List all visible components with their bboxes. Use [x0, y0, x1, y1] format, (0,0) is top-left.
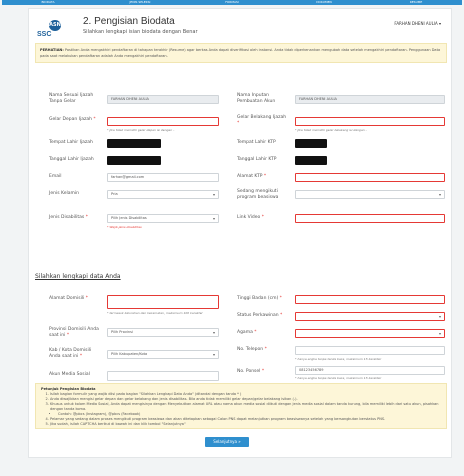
tanggal-lahir-ijazah-field[interactable] — [107, 156, 161, 165]
status-perkawinan-label: Status Perkawinan * — [237, 313, 283, 318]
akun-media-field[interactable] — [107, 371, 219, 381]
tanggal-lahir-ktp-label: Tanggal Lahir KTP — [237, 157, 277, 162]
nama-ijazah-field[interactable]: FARHAN DHENI AULIA — [107, 95, 219, 104]
ponsel-hint: * hanya angka tanpa tanda baca, maksimum 15 karakter — [295, 376, 382, 380]
disabilitas-hint: * Wajib jenis disabilitas — [107, 225, 142, 229]
agama-label: Agama * — [237, 330, 257, 335]
nama-akun-field[interactable]: FARHAN DHENI AULIA — [295, 95, 445, 104]
tab-resume[interactable]: RESUME — [409, 0, 423, 4]
telepon-field[interactable] — [295, 346, 445, 355]
gelar-depan-hint: * Jika tidak memiliki gelar depan isi dengan - — [107, 128, 175, 132]
gelar-belakang-label: Gelar Belakang Ijazah * — [237, 115, 287, 126]
tinggi-badan-label: Tinggi Badan (cm) * — [237, 296, 282, 301]
gelar-belakang-hint: * Jika tidak memiliki gelar belakang isi dengan - — [295, 128, 367, 132]
tab-jenis-seleksi[interactable]: JENIS SELEKSI — [129, 0, 151, 4]
agama-select[interactable] — [295, 329, 445, 338]
gelar-depan-label: Gelar Depan Ijazah * — [49, 117, 96, 122]
kab-kota-select[interactable]: Pilih Kabupaten/Kota ▾ — [107, 350, 219, 359]
alamat-domisili-label: Alamat Domisili * — [49, 296, 89, 301]
next-button[interactable]: Selanjutnya » — [205, 437, 249, 447]
page-title: 2. Pengisian Biodata — [83, 16, 175, 27]
sscasn-logo: SSC ASN — [37, 22, 61, 38]
instruction-item: 1. Isilah bagian formulir yang wajib diisi pada bagian "Silahkan Lengkapi Data Anda" (ditandai dengan tanda * ) — [50, 392, 441, 397]
tempat-lahir-ktp-label: Tempat Lahir KTP — [237, 140, 276, 145]
warning-label: PERHATIAN: — [40, 48, 64, 52]
progress-tabs — [2, 0, 462, 5]
telepon-hint: * hanya angka tanpa tanda baca, maksimum 15 karakter — [295, 357, 382, 361]
tempat-lahir-ktp-field[interactable] — [295, 139, 327, 148]
jenis-kelamin-select[interactable]: Pria ▾ — [107, 190, 219, 199]
ponsel-field[interactable]: 08123456789 — [295, 366, 445, 375]
warning-box — [35, 43, 447, 63]
status-perkawinan-select[interactable] — [295, 312, 445, 321]
tinggi-badan-field[interactable] — [295, 295, 445, 304]
provinsi-select[interactable]: Pilih Provinsi ▾ — [107, 328, 219, 337]
link-video-label: Link Video * — [237, 215, 264, 220]
instruction-item: 2. Anda diwajibkan mengisi gelar depan dan gelar belakang dan jenis disabilitas. Bila anda tidak memiliki gelar depan/gelar belakang isikan (-). — [50, 397, 441, 402]
nama-akun-label: Nama Inputan Pembuatan Akun — [237, 93, 276, 104]
instruction-item: 4. Pelamar yang sedang dalam proses mengikuti program beasiswa dan akan ditetapkan sebagai Calon PNS dapat melanjutkan program beasiswanya setelah yang bersangkutan berstatus PNS. — [50, 417, 441, 422]
jenis-disabilitas-label: Jenis Disabilitas * — [49, 215, 88, 220]
tempat-lahir-ijazah-label: Tempat Lahir Ijazah — [49, 140, 93, 145]
form-card — [28, 8, 452, 458]
instructions-box — [35, 383, 447, 429]
sedang-mengikuti-label: Sedang mengikuti program beasiswa — [237, 189, 279, 200]
instructions-title: Petunjuk Pengisian Biodata — [41, 387, 96, 391]
tanggal-lahir-ijazah-label: Tanggal Lahir Ijazah — [49, 157, 94, 162]
instructions-list — [41, 392, 441, 427]
telepon-label: No. Telepon * — [237, 347, 267, 352]
tab-formasi[interactable]: FORMASI — [225, 0, 239, 4]
jenis-disabilitas-select[interactable]: Pilih Jenis Disabilitas ▾ — [107, 214, 219, 223]
alamat-ktp-label: Alamat KTP * — [237, 174, 267, 179]
tab-dokumen[interactable]: DOKUMEN — [316, 0, 332, 4]
provinsi-label: Provinsi Domisili Anda saat ini * — [49, 327, 99, 338]
akun-media-label: Akun Media Sosial — [49, 372, 90, 377]
alamat-domisili-hint: * termasuk kelurahan dan kecamatan, maksimum 100 karakter — [107, 311, 203, 315]
page-header — [29, 9, 451, 39]
email-field[interactable]: farhan@gmail.com — [107, 173, 219, 182]
ponsel-label: No. Ponsel * — [237, 369, 265, 374]
page-subtitle: Silahkan lengkapi isian biodata dengan Benar — [83, 29, 198, 35]
alamat-ktp-field[interactable] — [295, 173, 445, 182]
instruction-subitem: • Contoh: @pbcs (Instagram), @pbcs (Facebook) — [58, 412, 441, 417]
kab-kota-label: Kab / Kota Domisili Anda saat ini * — [49, 348, 92, 359]
user-menu[interactable]: FARHAN DHENI AULIA ▾ — [394, 21, 441, 26]
email-label: Email — [49, 174, 62, 179]
instruction-item: 3. Khusus untuk kolom Media Sosial, Anda dapat mengisinya dengan Menyebutkan alamat URL atau nama akun media sosial diikuti dengan jenis media sosial dalam tanda kurung, bila memiliki lebih dari satu akun, pisahkan dengan tanda koma. • Contoh: @pbcs (Instagram), @pbcs (Facebook) — [50, 402, 441, 417]
alamat-domisili-field[interactable] — [107, 295, 219, 309]
gelar-depan-field[interactable] — [107, 117, 219, 126]
jenis-kelamin-label: Jenis Kelamin — [49, 191, 79, 196]
gelar-belakang-field[interactable] — [295, 117, 445, 126]
section-title: Silahkan lengkapi data Anda — [35, 273, 121, 280]
tanggal-lahir-ktp-field[interactable] — [295, 156, 327, 165]
instruction-item: 5. Jika sudah, isilah CAPTCHA berikut di bawah ini dan klik tombol "Selanjutnya" — [50, 422, 441, 427]
user-name: FARHAN DHENI AULIA — [394, 21, 438, 26]
link-video-field[interactable] — [295, 214, 445, 223]
beasiswa-select[interactable] — [295, 190, 445, 199]
tempat-lahir-ijazah-field[interactable] — [107, 139, 161, 148]
nama-ijazah-label: Nama Sesuai Ijazah Tanpa Gelar — [49, 93, 94, 104]
tab-biodata[interactable]: BIODATA — [41, 0, 55, 4]
warning-text: Pastikan Anda mengakhiri pendaftaran di tahapan terakhir (Resume) agar berkas Anda dapat diverifikasi oleh instansi. Anda tidak diperkenankan mengubah data setelah mengakhiri pendaftaran. Penggunaan Data pada saat melakukan pendaftaran adalah Anda mengakhiri pendaftaran. — [40, 48, 441, 58]
